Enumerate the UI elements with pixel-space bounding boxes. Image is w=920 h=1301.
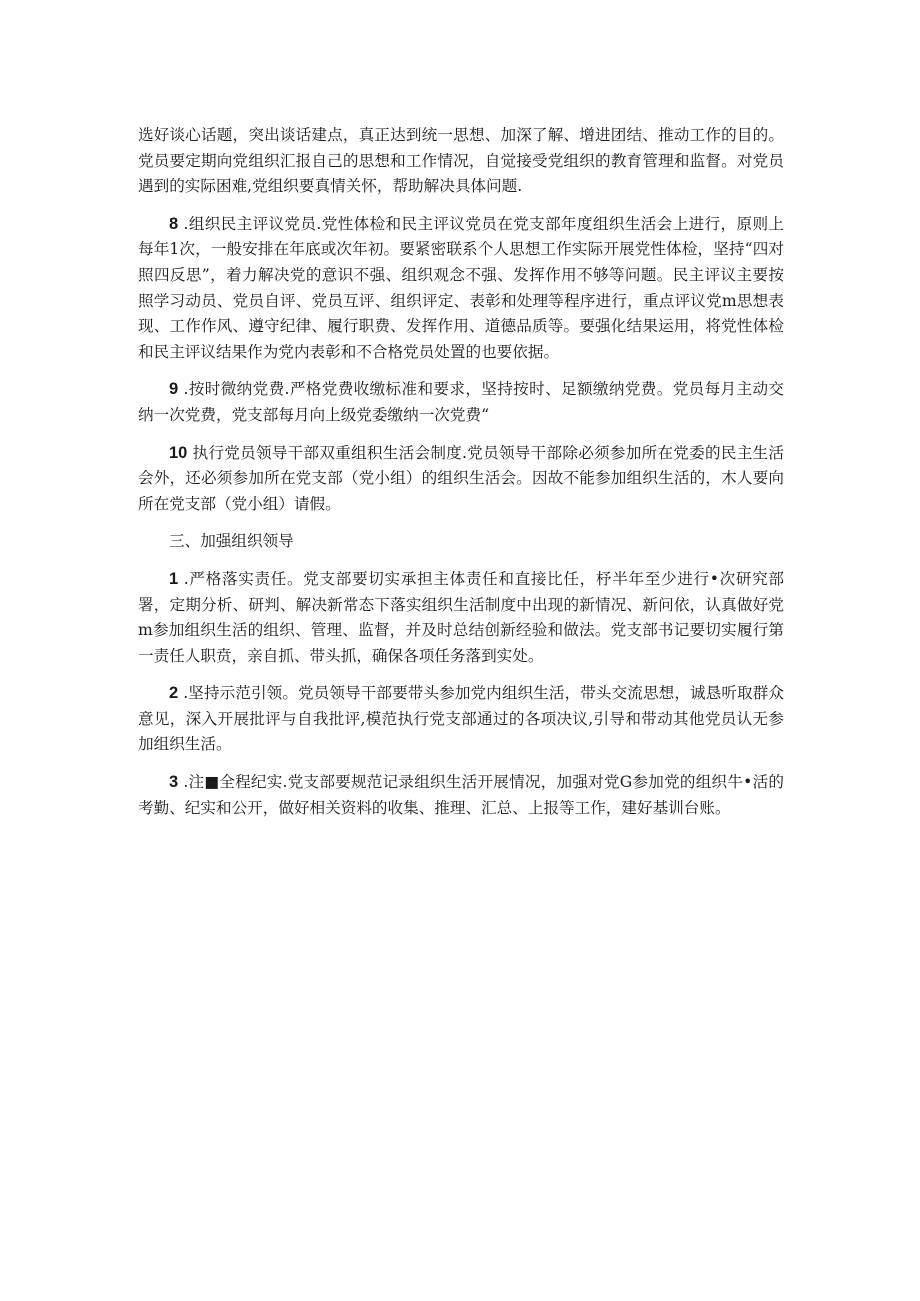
item-number: 10 [169,443,188,462]
paragraph-item-9 [138,377,784,428]
paragraph-text: .注■全程纪实.党支部要规范记录组织生活开展情况，加强对党G参加党的组织牛•活的考勤、纪实和公开，做好相关资料的收集、推理、汇总、上报等工作，建好基训台账。 [138,773,784,817]
section-item-3 [138,770,784,821]
paragraph-text: .严格落实责任。党支部要切实承担主体责任和直接比任，杼半年至少进行•次研究部署，定期分析、研判、解决新常态下落实组织生活制度中出现的新情况、新问依，认真做好党m参加组织生活的组织、管理、监督，并及时总结创新经验和做法。党支部书记要切实履行第一责任人职贲，亲自抓、带头抓，确保各项任务落到实处。 [138,569,784,665]
paragraph-text: .坚持示范引领。党员领导干部要带头参加党内组织生活，带头交流思想，诚恳听取群众意见，深入开展批评与自我批评,模范执行党支部通过的各项决议,引导和带动其他党员认无参加组织生活。 [138,684,784,754]
section-item-2 [138,681,784,758]
item-number: 1 [169,569,179,588]
paragraph-text: .按时微纳党费.严格党费收缴标准和要求，坚持按时、足额缴纳党费。党员每月主动交纳一次党费，党支部每月向上级党委缴纳一次党费“ [138,380,784,424]
paragraph-text: .组织民主评议党员.党性体检和民主评议党员在党支部年度组织生活会上进行，原则上每年1次，一般安排在年底或次年初。要紧密联系个人思想工作实际开展党性体检，坚持“四对照四反思”，着力解决党的意识不强、组织观念不强、发挥作用不够等问题。民主评议主要按照学习动员、党员自评、党员互评、组织评定、表彰和处理等程序进行，重点评议党m思想表现、工作作风、遵守纪律、履行职费、发挥作用、道德品质等。要强化结果运用，将党性体检和民主评议结果作为党内表彰和不合格党员处置的也要依据。 [138,214,784,361]
item-number: 9 [169,380,179,399]
paragraph-text: 执行党员领导干部双重组积生活会制度.党员领导干部除必须参加所在党委的民主生活会外，还必须参加所在党支部（党小组）的组织生活会。因故不能参加组织生活的，木人要向所在党支部（党小组）请假。 [138,443,784,513]
section-heading: 三、加强组织领导 [169,532,294,551]
paragraph-item-8 [138,212,784,366]
item-number: 2 [169,684,179,703]
section-item-1 [138,567,784,669]
item-number: 3 [169,773,179,792]
paragraph-item-10 [138,441,784,518]
paragraph-continuation [138,123,784,200]
document-page [138,123,784,833]
paragraph-text: 选好谈心话题，突出谈话建点，真正达到统一思想、加深了解、增进团结、推动工作的目的。党员要定期向党组织汇报自己的思想和工作情况，自觉接受党组织的教育管理和监督。对党员遇到的实际困难,党组织要真情关怀，帮助解决具体问题. [138,126,784,196]
item-number: 8 [169,214,179,233]
